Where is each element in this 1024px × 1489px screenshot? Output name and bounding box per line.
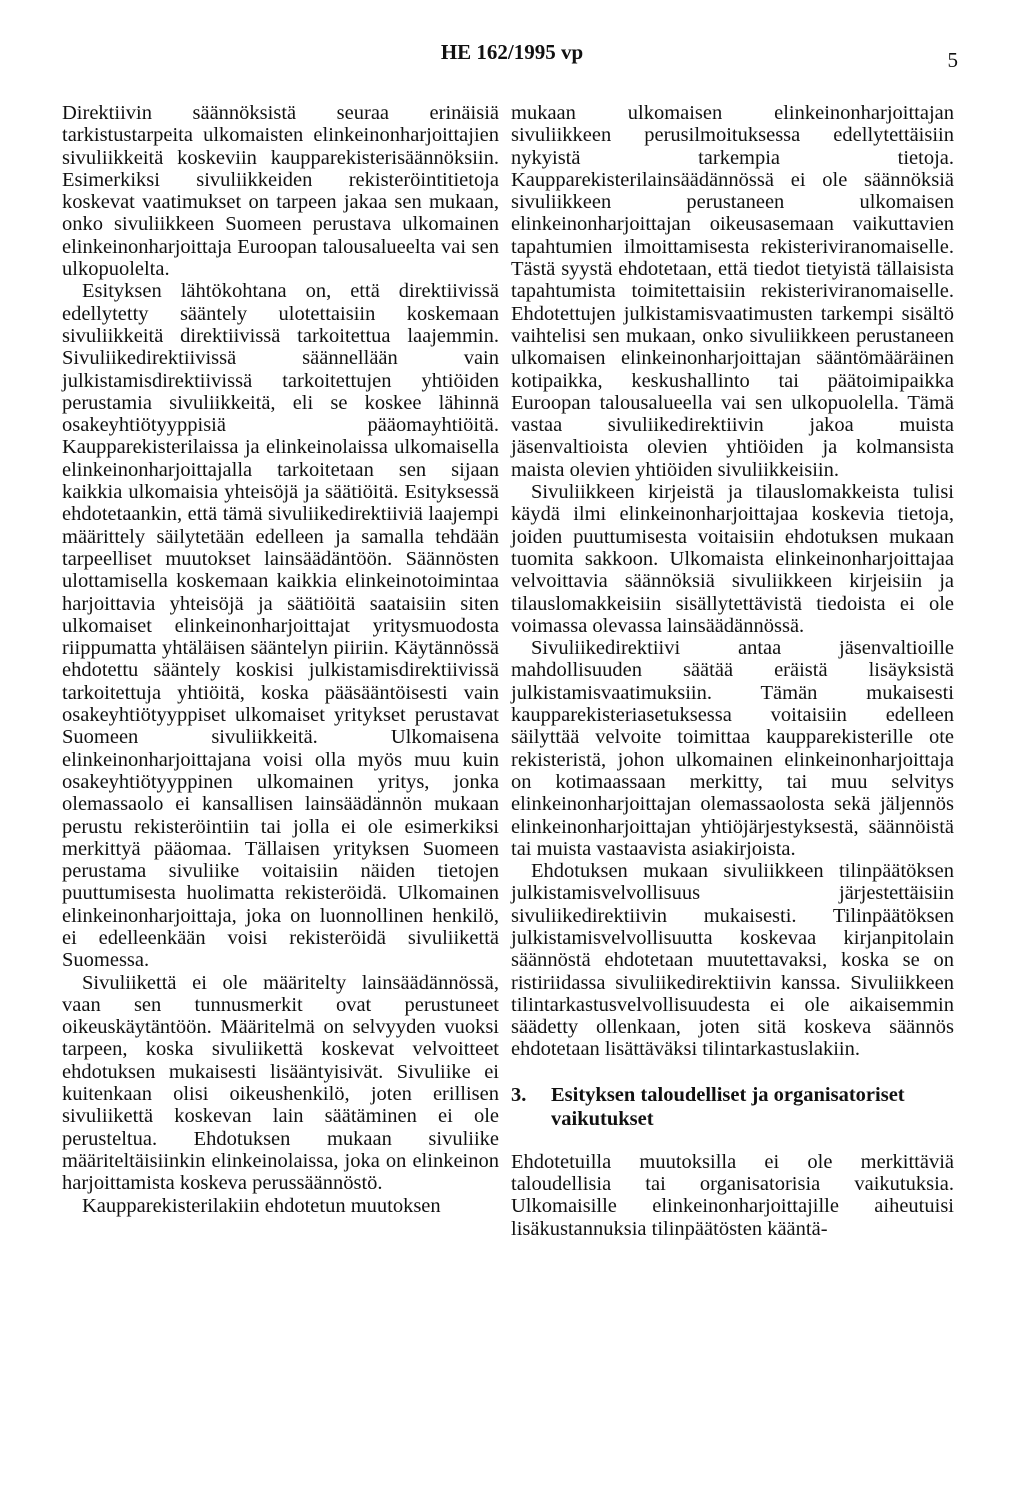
paragraph: Sivuliikettä ei ole määritelty lainsäädännössä, vaan sen tunnusmerkit ovat perustuneet oikeuskäytäntöön. Määritelmä on selvyyden vuoksi tarpeen, koska sivuliikettä koskevat velvoitteet ehdotuksen mukaisesti lisääntyisivät. Sivuliike ei kuitenkaan olisi oikeushenkilö, joten erillisen sivuliikettä koskevan lain säätäminen ei ole perusteltua. Ehdotuksen mukaan sivuliike määriteltäisiinkin elinkeinolaissa, joka on elinkeinon harjoittamista koskeva perussäännöstö. bbox=[62, 971, 499, 1195]
paragraph: Kaupparekisterilakiin ehdotetun muutoksen bbox=[82, 1194, 441, 1217]
paragraph: Esityksen lähtökohtana on, että direktiivissä edellytetty sääntely ulotettaisiin koskemaan sivuliikkeitä direktiivissä tarkoitettua laajemmin. Sivuliikedirektiivissä säännellään vain julkistamisdirektiivissä tarkoitettujen yhtiöiden perustamia sivuliikkeitä, eli se koskee lähinnä osakeyhtiötyyppisiä pääomayhtiöitä. Kaupparekisterilaissa ja elinkeinolaissa ulkomaisella elinkeinonharjoittajalla tarkoitetaan sen sijaan kaikkia ulkomaisia yhteisöjä ja säätiöitä. Esityksessä ehdotetaankin, että tämä sivuliikedirektiiviä laajempi määrittely säilytetään edelleen ja samalla tehdään tarpeelliset muutokset lainsäädäntöön. Säännösten ulottamisella koskemaan kaikkia elinkeinotoimintaa harjoittavia yhteisöjä ja säätiöitä saataisiin siten ulkomaiset elinkeinonharjoittajat yritysmuodosta riippumatta yhtäläisen sääntelyn piiriin. Käytännössä ehdotettu sääntely koskisi julkistamisdirektiivissä tarkoitettuja yhtiöitä, koska pääsääntöisesti vain osakeyhtiötyyppiset ulkomaiset yritykset perustavat Suomeen sivuliikkeitä. Ulkomaisena elinkeinonharjoittajana voisi olla myös muu kuin osakeyhtiötyyppinen ulkomainen yritys, jonka olemassaolo ei kansallisen lainsäädännön mukaan perustu rekisteröintiin tai jolla ei ole esimerkiksi merkittyä pääomaa. Tällaisen yrityksen Suomeen perustama sivuliike voitaisiin näiden tietojen puuttumisesta huolimatta rekisteröidä. Ulkomainen elinkeinonharjoittaja, joka on luonnollinen henkilö, ei edelleenkään voisi rekisteröidä sivuliikettä Suomessa. bbox=[62, 280, 499, 972]
paragraph: Sivuliikedirektiivi antaa jäsenvaltioille mahdollisuuden säätää eräistä lisäyksistä julkistamisvaatimuksiin. Tämän mukaisesti kaupparekisteriasetuksessa voitaisiin edelleen säilyttää velvoite toimittaa kaupparekisterille ote rekisteristä, johon ulkomainen elinkeinonharjoittaja on kotimaassaan merkitty, tai muu selvitys elinkeinonharjoittajan olemassaolosta sekä jäljennös elinkeinonharjoittajan yhtiöjärjestyksestä, säännöistä tai muista vastaavista asiakirjoista. bbox=[511, 637, 954, 860]
section-title: Esityksen taloudelliset ja organisatoriset vaikutukset bbox=[551, 1083, 905, 1130]
right-column bbox=[511, 102, 954, 1240]
document-id: HE 162/1995 vp bbox=[440, 40, 584, 64]
paragraph: mukaan ulkomaisen elinkeinonharjoittajan sivuliikkeen perusilmoituksessa edellytettäisiin nykyistä tarkempia tietoja. Kaupparekisterilainsäädännössä ei ole säännöksiä sivuliikkeen perustaneen ulkomaisen elinkeinonharjoittajan oikeusasemaan vaikuttavien tapahtumien ilmoittamisesta rekisteriviranomaiselle. Tästä syystä ehdotetaan, että tiedot tietyistä tällaisista tapahtumista toimitettaisiin rekisteriviranomaiselle. Ehdotettujen julkistamisvaatimusten tarkempi sisältö vaihtelisi sen mukaan, onko sivuliikkeen perustaneen ulkomaisen elinkeinonharjoittajan sääntömääräinen kotipaikka, keskushallinto tai päätoimipaikka Euroopan talousalueella vai sen ulkopuolella. Tämä vastaa sivuliikedirektiivin jakoa muista jäsenvaltioista olevien yhtiöiden ja kolmansista maista olevien yhtiöiden sivuliikkeisiin. bbox=[511, 102, 954, 481]
paragraph: Ehdotuksen mukaan sivuliikkeen tilinpäätöksen julkistamisvelvollisuus järjestettäisiin sivuliikedirektiivin mukaisesti. Tilinpäätöksen julkistamisvelvollisuutta koskevaa kirjanpitolain säännöstä ehdotetaan muutettavaksi, koska se on ristiriidassa sivuliikedirektiivin kanssa. Sivuliikkeen tilintarkastusvelvollisuudesta ei ole aikaisemmin säädetty ollenkaan, joten sitä koskeva säännös ehdotetaan lisättäväksi tilintarkastuslakiin. bbox=[511, 860, 954, 1061]
page-header bbox=[0, 40, 1024, 76]
section-number: 3. bbox=[511, 1083, 527, 1106]
paragraph: Ehdotetuilla muutoksilla ei ole merkittäviä taloudellisia tai organisatorisia vaikutuksia. Ulkomaisille elinkeinonharjoittajille aiheutuisi lisäkustannuksia tilinpäätösten kääntä- bbox=[511, 1150, 954, 1240]
paragraph: Sivuliikkeen kirjeistä ja tilauslomakkeista tulisi käydä ilmi elinkeinonharjoittajaa koskevia tietoja, joiden puuttumisesta voitaisiin ehdotuksen mukaan tuomita sakkoon. Ulkomaista elinkeinonharjoittajaa velvoittavia säännöksiä sivuliikkeen kirjeisiin ja tilauslomakkeisiin sisällytettävistä tiedoista ei ole voimassa olevassa lainsäädännössä. bbox=[511, 481, 954, 637]
section-heading bbox=[511, 1083, 954, 1131]
page-number: 5 bbox=[947, 48, 958, 72]
left-column bbox=[62, 102, 499, 1217]
paragraph: Direktiivin säännöksistä seuraa erinäisiä tarkistustarpeita ulkomaisten elinkeinonharjoittajien sivuliikkeitä koskeviin kaupparekisterisäännöksiin. Esimerkiksi sivuliikkeiden rekisteröintitietoja koskevat vaatimukset on tarpeen jakaa sen mukaan, onko sivuliikkeen Suomeen perustava ulkomainen elinkeinonharjoittaja Euroopan talousalueelta vai sen ulkopuolelta. bbox=[62, 102, 499, 281]
